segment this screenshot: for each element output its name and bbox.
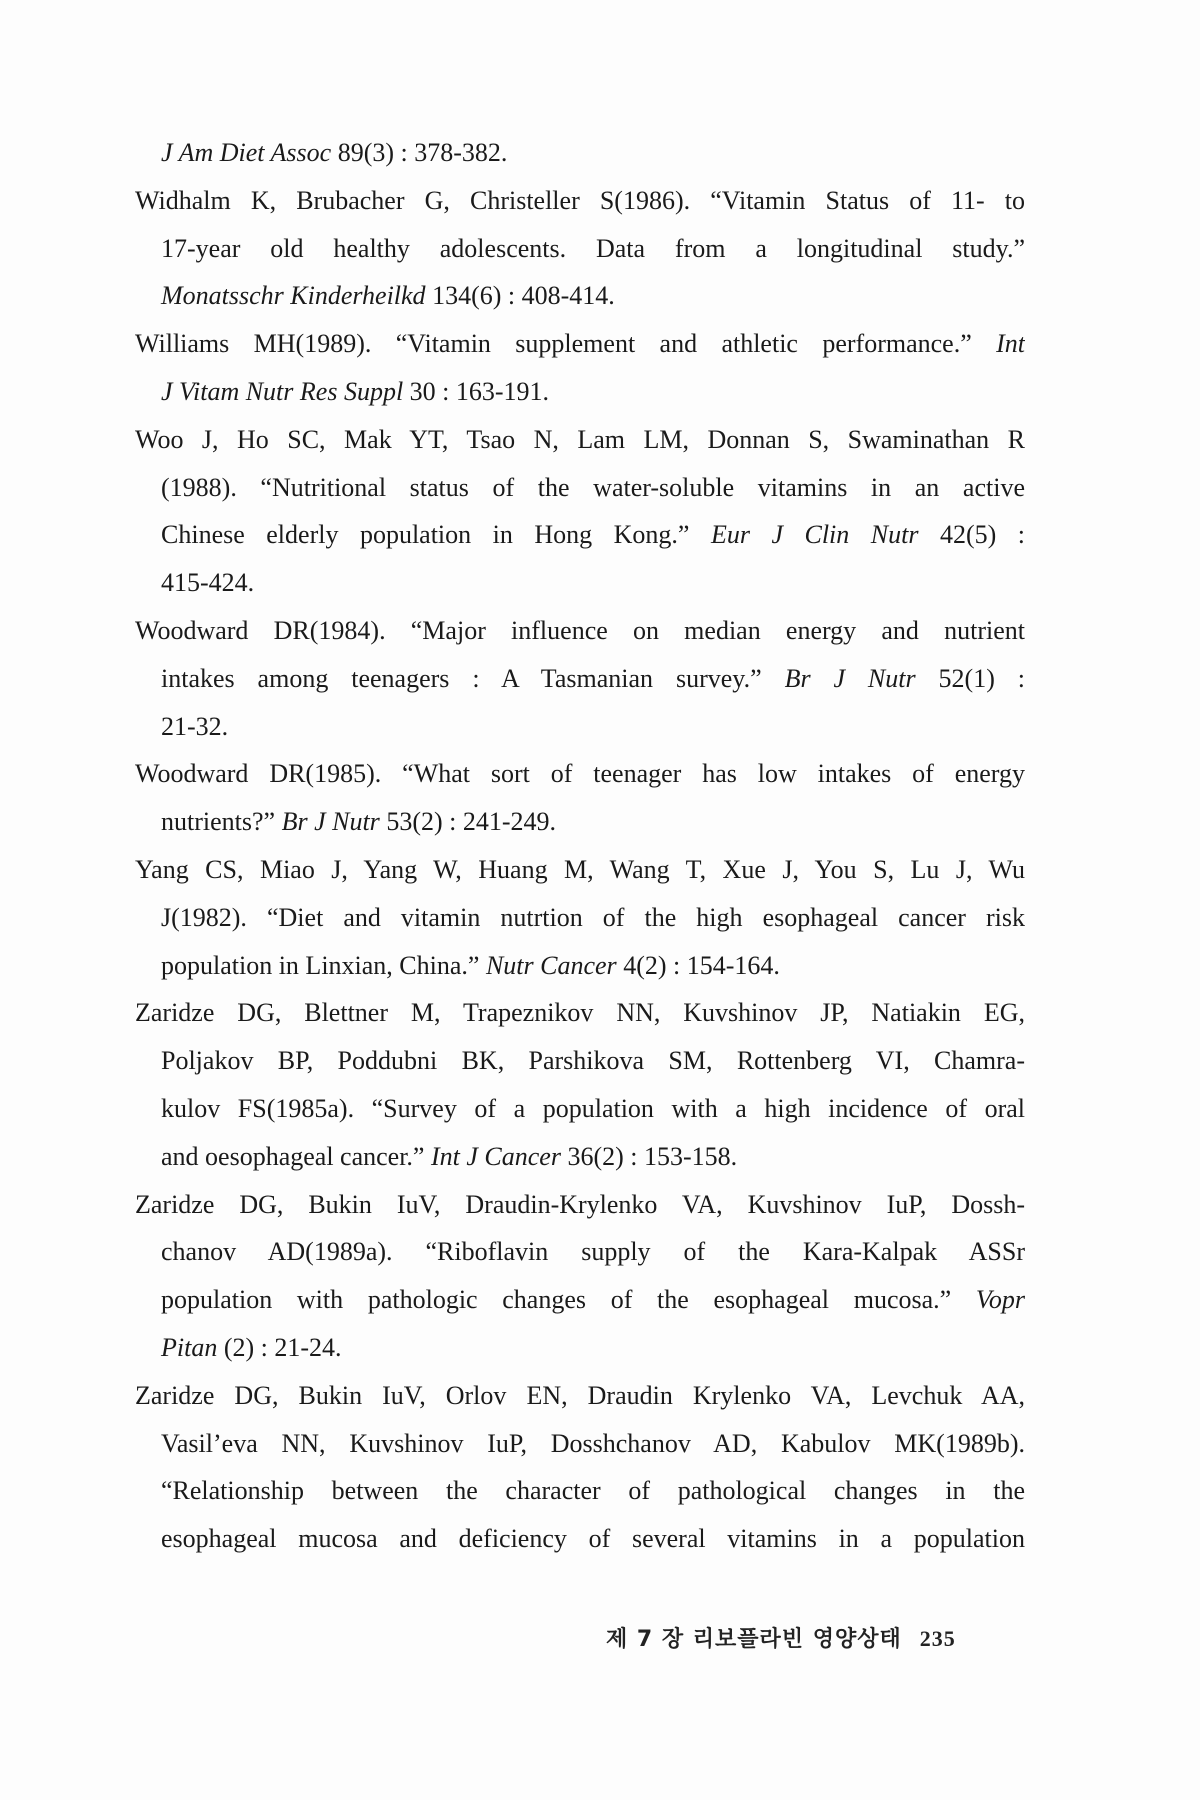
- journal-title: Br J Nutr: [784, 663, 916, 693]
- reference-line: [135, 1420, 1025, 1468]
- reference-list: [135, 129, 1025, 1563]
- reference-text: intakes among teenagers : A Tasmanian survey.”: [161, 663, 785, 693]
- reference-text: J(1982). “Diet and vitamin nutrtion of the high esophageal cancer risk: [161, 902, 1025, 932]
- reference-text: 17-year old healthy adolescents. Data from a longitudinal study.”: [161, 233, 1025, 263]
- reference-text: esophageal mucosa and deficiency of several vitamins in a population: [161, 1524, 1025, 1554]
- journal-title: Int: [996, 329, 1025, 359]
- reference-text: 134(6) : 408-414.: [425, 281, 615, 311]
- reference-line: [135, 703, 1025, 751]
- reference-text: Williams MH(1989). “Vitamin supplement and athletic performance.”: [135, 329, 997, 359]
- reference-entry: [135, 129, 1025, 177]
- reference-line: [135, 846, 1025, 894]
- reference-text: 415-424.: [161, 568, 255, 598]
- reference-text: kulov FS(1985a). “Survey of a population with a high incidence of oral: [161, 1093, 1025, 1123]
- reference-text: “Relationship between the character of pathological changes in the: [161, 1476, 1025, 1506]
- journal-title: J Vitam Nutr Res Suppl: [161, 376, 404, 406]
- reference-text: population with pathologic changes of the esophageal mucosa.”: [161, 1285, 976, 1315]
- reference-text: 53(2) : 241-249.: [379, 807, 557, 837]
- reference-line: [135, 225, 1025, 273]
- journal-title: Nutr Cancer: [485, 950, 617, 980]
- reference-line: [135, 942, 1025, 990]
- reference-line: [135, 1228, 1025, 1276]
- reference-text: chanov AD(1989a). “Riboflavin supply of the Kara-Kalpak ASSr: [161, 1237, 1025, 1267]
- reference-text: population in Linxian, China.”: [161, 950, 486, 980]
- reference-line: [135, 1085, 1025, 1133]
- reference-line: [135, 177, 1025, 225]
- reference-entry: [135, 989, 1025, 1180]
- reference-entry: [135, 320, 1025, 416]
- journal-title: Vopr: [975, 1285, 1025, 1315]
- reference-line: [135, 607, 1025, 655]
- reference-line: [135, 1467, 1025, 1515]
- reference-line: [135, 655, 1025, 703]
- reference-line: [135, 894, 1025, 942]
- reference-entry: [135, 416, 1025, 607]
- reference-text: Vasil’eva NN, Kuvshinov IuP, Dosshchanov AD, Kabulov MK(1989b).: [161, 1428, 1025, 1458]
- reference-text: Yang CS, Miao J, Yang W, Huang M, Wang T, Xue J, You S, Lu J, Wu: [135, 854, 1025, 884]
- reference-line: [135, 1133, 1025, 1181]
- reference-text: 89(3) : 378-382.: [331, 138, 508, 167]
- reference-text: Zaridze DG, Bukin IuV, Orlov EN, Draudin Krylenko VA, Levchuk AA,: [135, 1380, 1025, 1410]
- reference-line: [135, 416, 1025, 464]
- reference-line: [135, 1515, 1025, 1563]
- reference-text: Zaridze DG, Blettner M, Trapeznikov NN, Kuvshinov JP, Natiakin EG,: [135, 998, 1025, 1028]
- journal-title: Pitan: [161, 1332, 218, 1362]
- reference-line: [135, 1181, 1025, 1229]
- journal-title: Int J Cancer: [430, 1141, 561, 1171]
- reference-text: nutrients?”: [161, 807, 282, 837]
- reference-line: [135, 1037, 1025, 1085]
- reference-text: Poljakov BP, Poddubni BK, Parshikova SM, Rottenberg VI, Chamra-: [161, 1046, 1025, 1076]
- journal-title: Br J Nutr: [281, 807, 380, 837]
- reference-text: Woodward DR(1985). “What sort of teenager has low intakes of energy: [135, 759, 1025, 789]
- reference-text: (1988). “Nutritional status of the water-soluble vitamins in an active: [161, 472, 1025, 502]
- page-footer: [606, 1622, 956, 1653]
- reference-text: 52(1) :: [915, 663, 1025, 693]
- journal-title: Monatsschr Kinderheilkd: [161, 281, 426, 311]
- reference-text: Woodward DR(1984). “Major influence on median energy and nutrient: [135, 615, 1025, 645]
- journal-title: J Am Diet Assoc: [161, 138, 332, 167]
- reference-entry: [135, 177, 1025, 320]
- reference-text: and oesophageal cancer.”: [161, 1141, 431, 1171]
- reference-entry: [135, 1181, 1025, 1372]
- reference-entry: [135, 1372, 1025, 1563]
- reference-text: 36(2) : 153-158.: [560, 1141, 738, 1171]
- reference-text: Chinese elderly population in Hong Kong.”: [161, 520, 711, 550]
- reference-line: [135, 989, 1025, 1037]
- reference-text: (2) : 21-24.: [217, 1332, 342, 1362]
- reference-entry: [135, 607, 1025, 750]
- reference-text: 42(5) :: [918, 520, 1025, 550]
- reference-line: [135, 464, 1025, 512]
- reference-line: [135, 798, 1025, 846]
- reference-line: [135, 750, 1025, 798]
- reference-entry: [135, 846, 1025, 989]
- reference-text: Widhalm K, Brubacher G, Christeller S(1986). “Vitamin Status of 11- to: [135, 185, 1025, 215]
- journal-title: Eur J Clin Nutr: [710, 520, 919, 550]
- reference-line: [135, 511, 1025, 559]
- running-head: 제 7 장 리보플라빈 영양상태: [606, 1627, 902, 1652]
- reference-line: [135, 320, 1025, 368]
- reference-line: [135, 368, 1025, 416]
- reference-text: 4(2) : 154-164.: [616, 950, 780, 980]
- reference-text: 30 : 163-191.: [403, 376, 550, 406]
- reference-line: [135, 272, 1025, 320]
- reference-line: [135, 1324, 1025, 1372]
- page-number: 235: [919, 1626, 956, 1651]
- reference-text: Woo J, Ho SC, Mak YT, Tsao N, Lam LM, Donnan S, Swaminathan R: [135, 424, 1025, 454]
- reference-text: Zaridze DG, Bukin IuV, Draudin-Krylenko VA, Kuvshinov IuP, Dossh-: [135, 1189, 1025, 1219]
- reference-entry: [135, 750, 1025, 846]
- reference-text: 21-32.: [161, 711, 229, 741]
- reference-line: [135, 559, 1025, 607]
- reference-line: [135, 1276, 1025, 1324]
- reference-line: [135, 1372, 1025, 1420]
- reference-line: [135, 129, 1025, 177]
